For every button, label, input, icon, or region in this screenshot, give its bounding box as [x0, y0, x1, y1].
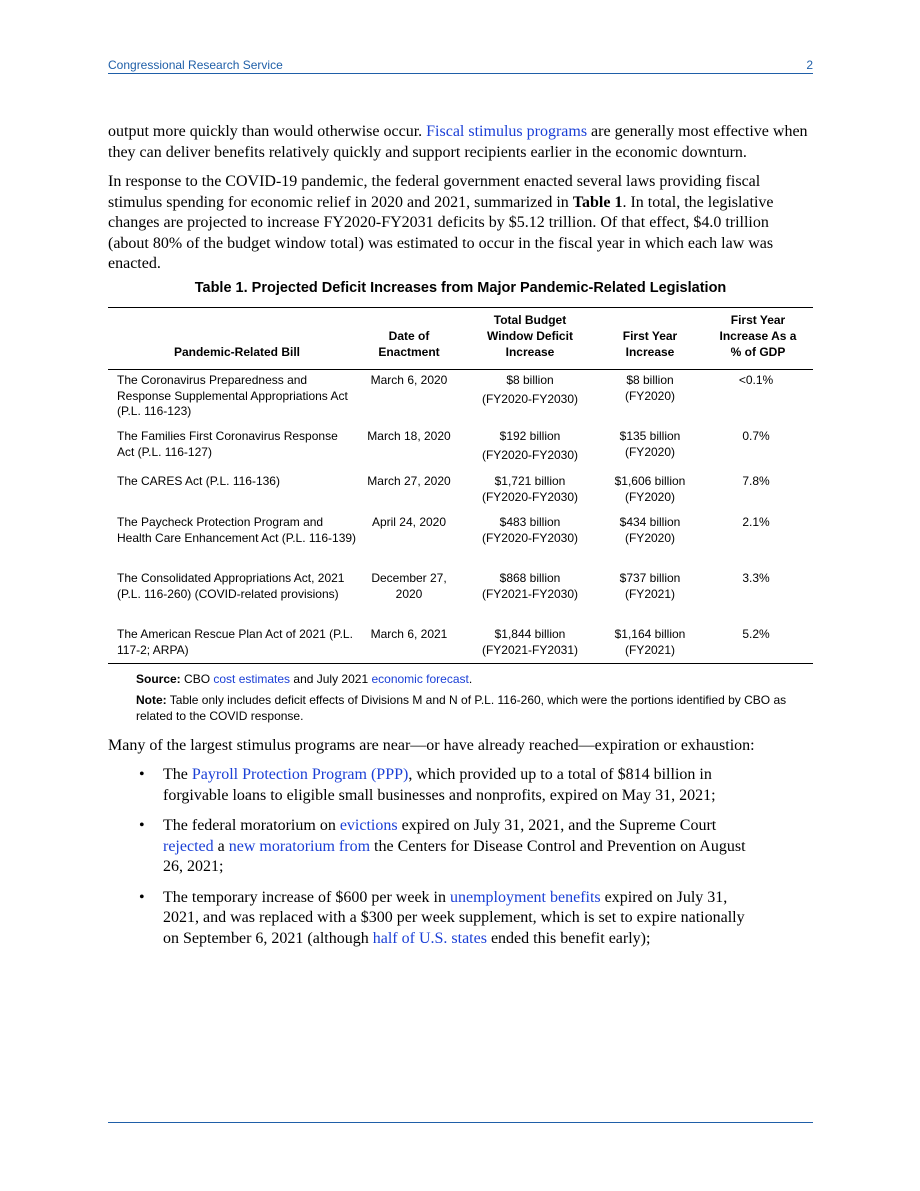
- bullet-text: ended this benefit early);: [486, 929, 651, 947]
- table-title: Table 1. Projected Deficit Increases from Major Pandemic-Related Legislation: [194, 280, 727, 296]
- bullet-text: The federal moratorium on: [163, 817, 340, 834]
- header-pct-gdp: [706, 312, 810, 360]
- cost-estimates-link[interactable]: cost estimates: [213, 672, 291, 686]
- table-row-bill: The Families First Coronavirus Response Act (P.L. 116-127): [117, 429, 338, 459]
- source-text: .: [468, 672, 473, 686]
- table-reference: Table 1: [572, 193, 623, 211]
- bullet-marker: •: [139, 888, 145, 906]
- table-top-rule: [108, 307, 813, 308]
- total-window: (FY2020-FY2030): [481, 447, 579, 462]
- table-row-total: [466, 373, 594, 407]
- paragraph-text: . In total, the legislative changes are projected to increase FY2020-FY2031 deficits by $5.12 trillion. Of that effect, $4.0 trillion (about 80% of the budget window total) was estimated to occur in the fiscal year in which each law was enacted.: [108, 193, 774, 272]
- paragraph-3: Many of the largest stimulus programs are near—or have already reached—expiration or exhaustion:: [108, 737, 755, 754]
- first-value: $434 billion: [619, 515, 681, 529]
- header-first-line: Increase: [625, 345, 675, 359]
- total-value: $192 billion: [499, 429, 561, 443]
- unemployment-benefits-link[interactable]: unemployment benefits: [450, 888, 601, 906]
- paragraph-1: [108, 122, 813, 163]
- footer-rule: [108, 1122, 813, 1123]
- table-header-rule: [108, 369, 813, 370]
- total-value: $868 billion: [499, 571, 561, 585]
- total-value: $1,844 billion: [494, 627, 566, 641]
- bullet-text: , which provided up to a total of $814 billion in forgivable loans to eligible small businesses and nonprofits, expired on May 31, 2021;: [163, 766, 716, 804]
- source-text: CBO: [180, 672, 214, 686]
- total-window: (FY2021-FY2031): [481, 642, 579, 657]
- bullet-text: expired on July 31, 2021, and was replaced with a $300 per week supplement, which is set to expire nationally on September 6, 2021 (although: [163, 888, 745, 947]
- total-value: $1,721 billion: [494, 474, 566, 488]
- table-row-total: [466, 571, 594, 602]
- table-row-date: March 27, 2020: [367, 474, 451, 488]
- header-first-year: [598, 328, 702, 360]
- table-row-bill: The Paycheck Protection Program and Health Care Enhancement Act (P.L. 116-139): [117, 515, 357, 545]
- header-date-line: Enactment: [378, 345, 440, 359]
- table-row-first: [598, 515, 702, 546]
- table-row-bill: The American Rescue Plan Act of 2021 (P.L. 117-2; ARPA): [117, 627, 353, 657]
- table-row-date: December 27, 2020: [371, 571, 447, 601]
- header-org: Congressional Research Service: [108, 58, 283, 72]
- paragraph-text: are generally most effective when they can deliver benefits relatively quickly and support recipients earlier in the economic downturn.: [108, 123, 808, 161]
- bullet-text: a: [213, 837, 229, 855]
- note-text: Table only includes deficit effects of Divisions M and N of P.L. 116-260, which were the portions identified by CBO as related to the COVID response.: [136, 693, 787, 723]
- header-date: [360, 328, 458, 360]
- total-window: (FY2021-FY2030): [481, 586, 579, 601]
- first-fy: (FY2021): [624, 586, 676, 601]
- list-item: [108, 765, 753, 806]
- paragraph-text: output more quickly than would otherwise occur.: [108, 123, 427, 140]
- table-row-first: [598, 474, 702, 505]
- bullet-text: the Centers for Disease Control and Prevention on August 26, 2021;: [163, 837, 746, 875]
- total-window: (FY2020-FY2030): [481, 391, 579, 406]
- total-window: (FY2020-FY2030): [481, 489, 579, 504]
- bullet-marker: •: [139, 766, 145, 783]
- table-row-first: [598, 571, 702, 602]
- header-pct-line: Increase As a: [719, 329, 797, 343]
- rejected-link[interactable]: rejected: [163, 837, 214, 855]
- bullet-marker: •: [139, 817, 145, 834]
- economic-forecast-link[interactable]: economic forecast: [371, 672, 469, 686]
- bullet-list: [108, 765, 813, 959]
- table-source: [136, 672, 816, 688]
- first-fy: (FY2020): [624, 489, 676, 504]
- table-row-pct: 0.7%: [742, 429, 770, 443]
- fiscal-stimulus-link[interactable]: Fiscal stimulus programs: [426, 123, 588, 140]
- table-row-date: March 6, 2020: [370, 373, 448, 387]
- table-row-pct: 5.2%: [742, 627, 770, 641]
- table-note: [136, 693, 816, 724]
- paragraph-2: [108, 172, 813, 275]
- table-row-total: [466, 474, 594, 505]
- first-fy: (FY2021): [624, 642, 676, 657]
- header-bill: [117, 344, 357, 360]
- evictions-link[interactable]: evictions: [339, 817, 398, 834]
- first-value: $1,606 billion: [614, 474, 686, 488]
- header-total: [466, 312, 594, 360]
- table-row-first: [598, 373, 702, 404]
- first-value: $8 billion: [626, 373, 674, 387]
- table-row-first: [598, 627, 702, 658]
- total-value: $483 billion: [499, 515, 561, 529]
- table-row-date: April 24, 2020: [371, 515, 447, 529]
- table-row-pct: 7.8%: [742, 474, 770, 488]
- total-value: $8 billion: [506, 373, 554, 387]
- first-value: $135 billion: [619, 429, 681, 443]
- total-window: (FY2020-FY2030): [481, 530, 579, 545]
- ppp-link[interactable]: Payroll Protection Program (PPP): [191, 766, 409, 783]
- new-moratorium-link[interactable]: new moratorium from: [228, 837, 371, 855]
- header-first-line: First Year: [622, 329, 678, 343]
- bullet-text: The: [163, 766, 192, 783]
- table-row-bill: The Consolidated Appropriations Act, 2021 (P.L. 116-260) (COVID-related provisions): [117, 571, 345, 601]
- table-row-pct: 2.1%: [742, 515, 770, 529]
- bullet-text: The temporary increase of $600 per week in: [163, 888, 450, 906]
- table-row-date: March 18, 2020: [367, 429, 451, 443]
- table-row-first: [598, 429, 702, 460]
- table-row-pct: 3.3%: [742, 571, 770, 585]
- page-number: 2: [806, 58, 813, 72]
- running-header: [108, 58, 813, 72]
- header-pct-line: First Year: [730, 313, 786, 327]
- table-row-total: [466, 515, 594, 546]
- table-row-total: [466, 627, 594, 658]
- header-date-line: Date of: [388, 329, 430, 343]
- header-total-line: Window Deficit: [487, 329, 573, 343]
- first-fy: (FY2020): [624, 388, 676, 403]
- table-row-pct: <0.1%: [738, 373, 774, 387]
- first-fy: (FY2020): [624, 444, 676, 459]
- header-total-line: Increase: [505, 345, 555, 359]
- first-fy: (FY2020): [624, 530, 676, 545]
- table-bottom-rule: [108, 663, 813, 664]
- table-row-bill: The CARES Act (P.L. 116-136): [117, 474, 280, 488]
- header-rule: [108, 73, 813, 74]
- source-label: Source:: [136, 672, 181, 686]
- source-text: and July 2021: [290, 672, 372, 686]
- first-value: $1,164 billion: [614, 627, 686, 641]
- header-total-line: Total Budget: [493, 313, 567, 327]
- half-of-states-link[interactable]: half of U.S. states: [372, 929, 487, 947]
- paragraph-text: In response to the COVID-19 pandemic, the federal government enacted several laws providing fiscal stimulus spending for economic relief in 2020 and 2021, summarized in: [108, 173, 761, 211]
- note-label: Note:: [136, 693, 167, 707]
- first-value: $737 billion: [619, 571, 681, 585]
- table-row-date: March 6, 2021: [370, 627, 448, 641]
- list-item: [108, 888, 753, 950]
- header-pct-line: % of GDP: [730, 345, 786, 359]
- table-row-total: [466, 429, 594, 463]
- header-bill-label: Pandemic-Related Bill: [173, 345, 301, 359]
- body-text: [108, 122, 813, 284]
- table-row-bill: The Coronavirus Preparedness and Response Supplemental Appropriations Act (P.L. 116-123): [117, 373, 348, 418]
- bullet-text: expired on July 31, 2021, and the Supreme Court: [397, 817, 717, 834]
- list-item: [108, 816, 753, 878]
